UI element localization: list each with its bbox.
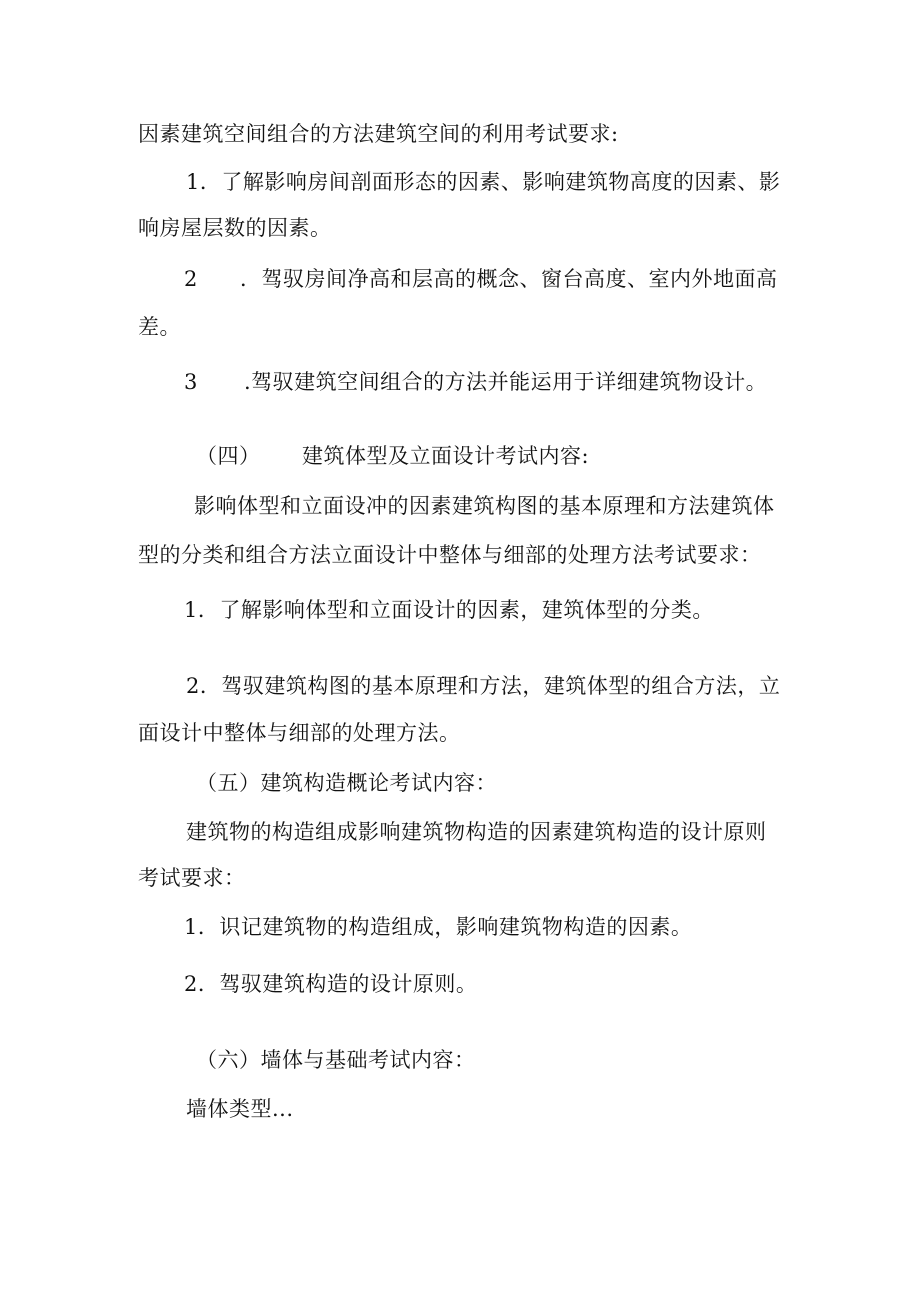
section-6-heading: （六）墙体与基础考试内容： [196, 1048, 476, 1072]
list-item-3-number: 3 [184, 370, 198, 394]
list-item-1-line-2: 响房屋层数的因素。 [138, 216, 332, 240]
list-item-2-number: 2 [184, 267, 198, 291]
section-4-heading: 建筑体型及立面设计考试内容: [302, 444, 590, 468]
section-4-item-2-line-2: 面设计中整体与细部的处理方法。 [138, 721, 461, 745]
section-4-number: （四） [196, 444, 261, 468]
section-4-item-1: 1．了解影响体型和立面设计的因素，建筑体型的分类。 [184, 598, 714, 622]
paragraph-line: 因素建筑空间组合的方法建筑空间的利用考试要求: [138, 122, 619, 146]
section-4-content-line-2: 型的分类和组合方法立面设计中整体与细部的处理方法考试要求： [138, 543, 762, 567]
section-6-content: 墙体类型... [186, 1097, 294, 1121]
list-item-3-line: .驾驭建筑空间组合的方法并能运用于详细建筑物设计。 [244, 370, 768, 394]
section-5-item-1: 1．识记建筑物的构造组成，影响建筑物构造的因素。 [184, 915, 693, 939]
section-5-content-line-2: 考试要求： [138, 866, 246, 890]
section-5-heading: （五）建筑构造概论考试内容： [196, 771, 497, 795]
section-5-content-line-1: 建筑物的构造组成影响建筑物构造的因素建筑构造的设计原则 [186, 820, 767, 844]
section-4-item-2-line-1: 2．驾驭建筑构图的基本原理和方法，建筑体型的组合方法，立 [186, 674, 781, 698]
section-5-item-2: 2．驾驭建筑构造的设计原则。 [184, 972, 478, 996]
list-item-2-line-1: ．驾驭房间净高和层高的概念、窗台高度、室内外地面高 [240, 267, 778, 291]
list-item-2-line-2: 差。 [138, 315, 181, 339]
list-item-1-line-1: 1．了解影响房间剖面形态的因素、影响建筑物高度的因素、影 [186, 170, 781, 194]
section-4-content-line-1: 影响体型和立面设冲的因素建筑构图的基本原理和方法建筑体 [194, 494, 775, 518]
